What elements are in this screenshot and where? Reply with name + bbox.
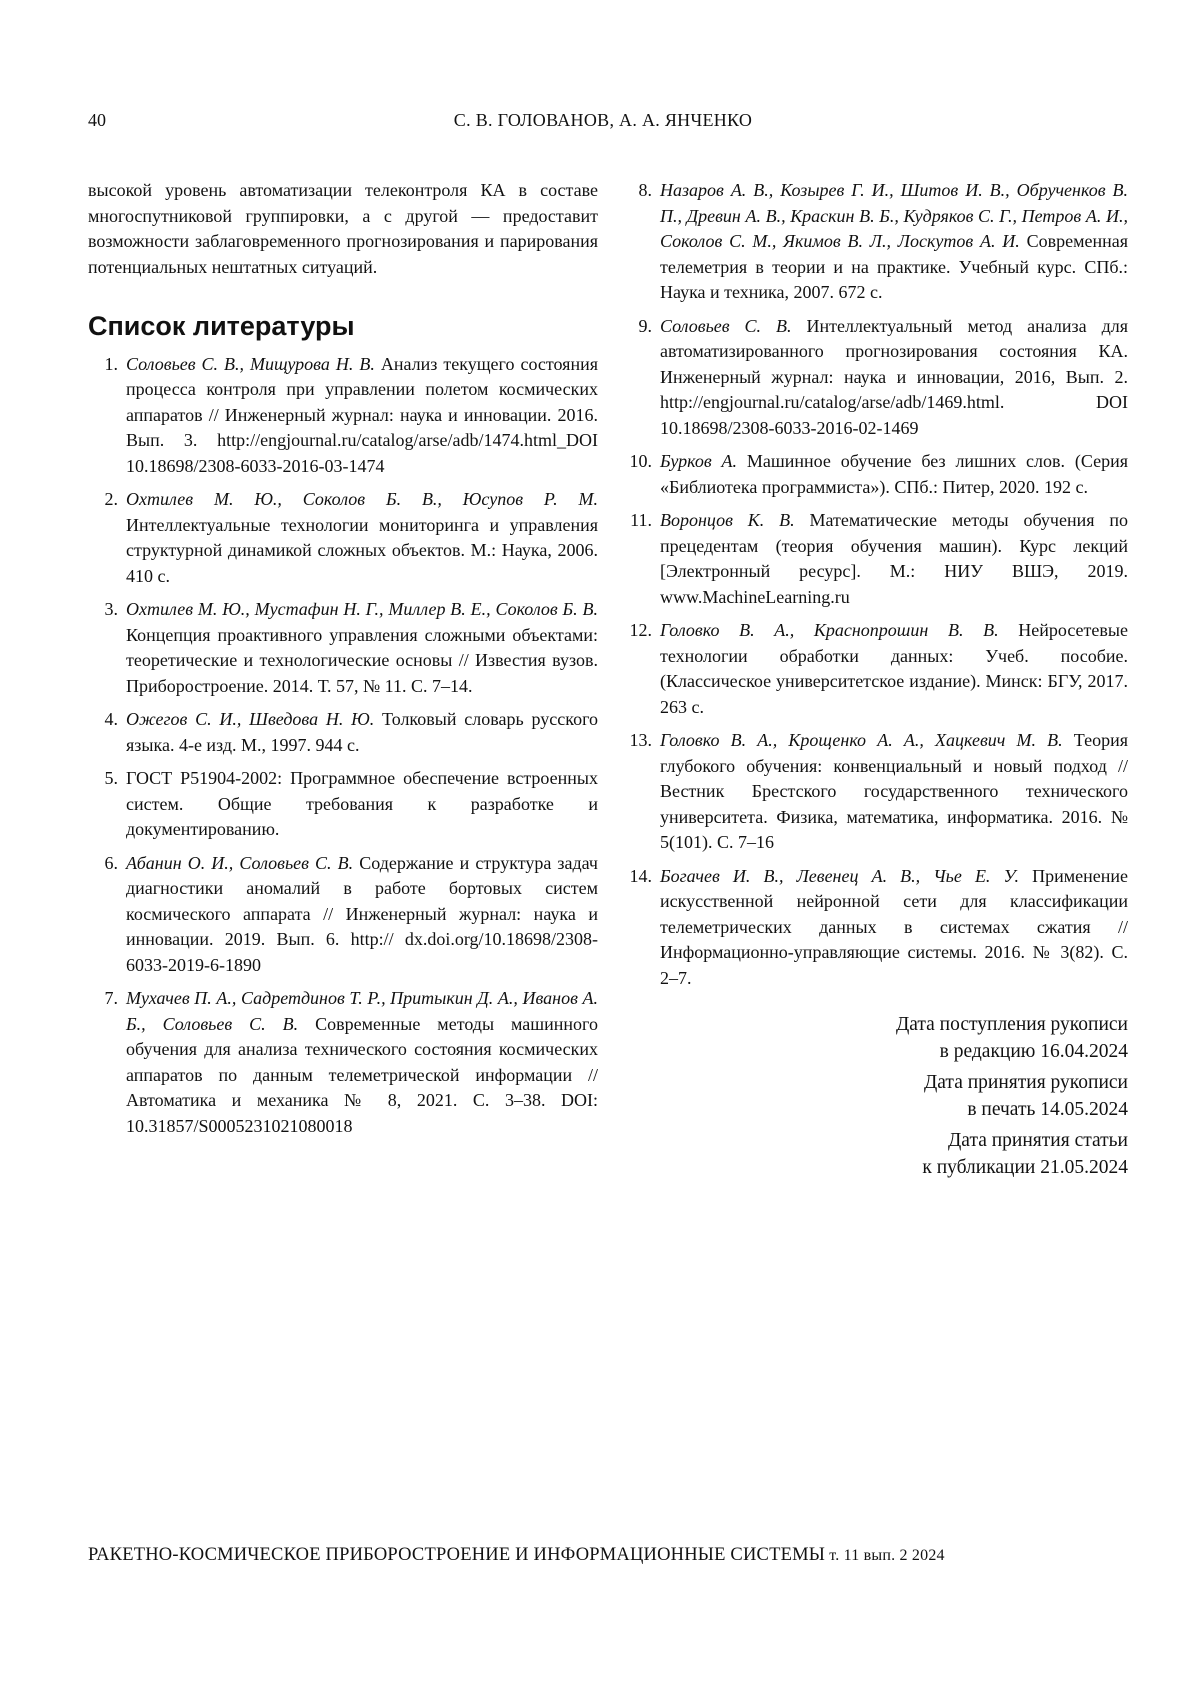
reference-list-part-2 [622,178,1128,991]
reference-item [88,487,598,589]
reference-text: Современные методы машинного обучения для анализа технического состояния космических аппаратов по данным телеметрической информации // Автоматика и механика № 8, 2021. С. 3–38. DOI: 10.31857/S0005231021080018 [126,1013,598,1136]
reference-item [622,728,1128,856]
reference-text: Теория глубокого обучения: конвенциальный и новый подход // Вестник Брестского государственного технического университета. Физика, математика, информатика. 2016. № 5(101). С. 7–16 [660,730,1128,852]
reference-number: 10. [629,451,652,471]
reference-authors: Охтилев М. Ю., Соколов Б. В., Юсупов Р. М. [126,489,598,509]
reference-number: 11. [630,510,652,530]
reference-authors: Охтилев М. Ю., Мустафин Н. Г., Миллер В. Е., Соколов Б. В. [126,599,598,619]
reference-text: Применение искусственной нейронной сети для классификации телеметрических данных в системах сжатия // Информационно-управляющие системы. 2016. № 3(82). С. 2–7. [660,865,1129,988]
reference-item [622,864,1128,992]
reference-item [88,986,598,1139]
reference-authors: Назаров А. В., Козырев Г. И., Шитов И. В., Обрученков В. П., Древин А. В., Краскин В. Б., Кудряков С. Г., Петров А. И., Соколов С. М., Якимов В. Л., Лоскутов А. И. [660,180,1128,251]
reference-number: 13. [629,730,652,750]
page-number: 40 [88,110,106,130]
journal-issue: т. 11 вып. 2 2024 [825,1547,945,1564]
date-received [622,1011,1128,1065]
date-label: Дата принятия рукописи [923,1072,1128,1093]
reference-text: Нейросетевые технологии обработки данных: Учеб. пособие. (Классическое университетское издание). Минск: БГУ, 2017. 263 с. [660,620,1128,717]
reference-item [622,178,1128,306]
date-label: Дата принятия статьи [948,1130,1128,1151]
reference-text: ГОСТ Р51904-2002: Программное обеспечение встроенных систем. Общие требования к разработке и документированию. [126,768,598,839]
reference-number: 8. [638,180,652,200]
reference-authors: Соловьев С. В. [660,315,792,336]
page-header [88,110,1118,140]
body-paragraph: высокой уровень автоматизации телеконтроля КА в составе многоспутниковой группировки, а с другой — предоставит возможности заблаговременного прогнозирования и парирования потенциальных нештатных ситуаций. [88,180,598,277]
reference-authors: Мухачев П. А., Садретдинов Т. Р., Притыкин Д. А., Иванов А. Б., Соловьев С. В. [126,988,598,1034]
reference-text: Машинное обучение без лишних слов. (Серия «Библиотека программиста»). СПб.: Питер, 2020. 192 с. [660,451,1128,497]
reference-text: Математические методы обучения по прецедентам (теория обучения машин). Курс лекций [Электронный ресурс]. М.: НИУ ВШЭ, 2019. www.MachineLearning.ru [660,510,1128,607]
running-head-authors: С. В. ГОЛОВАНОВ, А. А. ЯНЧЕНКО [453,110,753,130]
reference-number: 14. [629,865,652,886]
reference-item [622,449,1128,500]
reference-text: Анализ текущего состояния процесса контроля при управлении полетом космических аппаратов // Инженерный журнал: наука и инновации. 2016. Вып. 3. http://engjournal.ru/catalog/arse/adb/1474.html_DOI 10.18698/2308-6033-2016-03-1474 [126,353,599,476]
reference-authors: Воронцов К. В. [660,510,795,530]
date-value: в редакцию 16.04.2024 [939,1041,1128,1062]
reference-text: Современная телеметрия в теории и на практике. Учебный курс. СПб.: Наука и техника, 2007. 672 с. [660,231,1128,302]
date-accepted-publication [622,1127,1128,1181]
date-value: в печать 14.05.2024 [967,1099,1128,1120]
reference-authors: Бурков А. [660,451,738,471]
reference-item [88,597,598,699]
reference-item [88,766,598,843]
references-heading: Список литературы [88,311,355,341]
reference-text: Концепция проактивного управления сложными объектами: теоретические и технологические основы // Известия вузов. Приборостроение. 2014. Т. 57, № 11. С. 7–14. [126,624,598,696]
reference-authors: Богачев И. В., Левенец А. В., Чье Е. У. [660,865,1020,886]
reference-item [622,314,1128,442]
reference-text: Содержание и структура задач диагностики аномалий в работе бортовых систем космического аппарата // Инженерный журнал: наука и инновации. 2019. Вып. 6. http:// dx.doi.org/10.18698/2308-6033-2019-6-1890 [126,852,598,975]
reference-list-part-1 [88,352,598,1140]
journal-title: РАКЕТНО-КОСМИЧЕСКОЕ ПРИБОРОСТРОЕНИЕ И ИНФОРМАЦИОННЫЕ СИСТЕМЫ [88,1545,826,1565]
reference-authors: Абанин О. И., Соловьев С. В. [126,852,354,873]
reference-number: 12. [629,620,652,640]
reference-item [622,508,1128,610]
right-column [622,178,1128,1185]
page-footer [88,1545,1128,1566]
date-accepted-print [622,1069,1128,1123]
date-label: Дата поступления рукописи [895,1014,1128,1035]
reference-text: Интеллектуальный метод анализа для автоматизированного прогнозирования состояния КА. Инженерный журнал: наука и инновации, 2016, Вып. 2. http://engjournal.ru/catalog/arse/adb/1469.html. DOI 10.18698/2308-6033-2016-02-1469 [660,315,1129,438]
date-value: к публикации 21.05.2024 [922,1157,1128,1178]
reference-authors: Головко В. А., Краснопрошин В. В. [660,620,999,640]
reference-item [88,352,598,480]
reference-authors: Соловьев С. В., Мищурова Н. В. [126,353,375,374]
reference-item [88,851,598,979]
reference-number: 9. [638,315,652,336]
reference-number: 5. [104,768,118,788]
left-column [88,178,598,1147]
reference-authors: Головко В. А., Крощенко А. А., Хацкевич М. В. [660,730,1063,750]
reference-item [622,618,1128,720]
reference-number: 6. [104,852,118,873]
manuscript-dates [622,1011,1128,1181]
reference-number: 1. [104,353,118,374]
reference-number: 3. [104,599,118,619]
reference-text: Толковый словарь русского языка. 4-е изд. М., 1997. 944 с. [126,709,598,755]
reference-item [88,707,598,758]
reference-number: 7. [104,988,118,1008]
reference-number: 4. [104,709,118,729]
reference-number: 2. [104,489,118,509]
reference-authors: Ожегов С. И., Шведова Н. Ю. [126,709,375,729]
reference-text: Интеллектуальные технологии мониторинга и управления структурной динамикой сложных объектов. М.: Наука, 2006. 410 с. [126,514,598,586]
